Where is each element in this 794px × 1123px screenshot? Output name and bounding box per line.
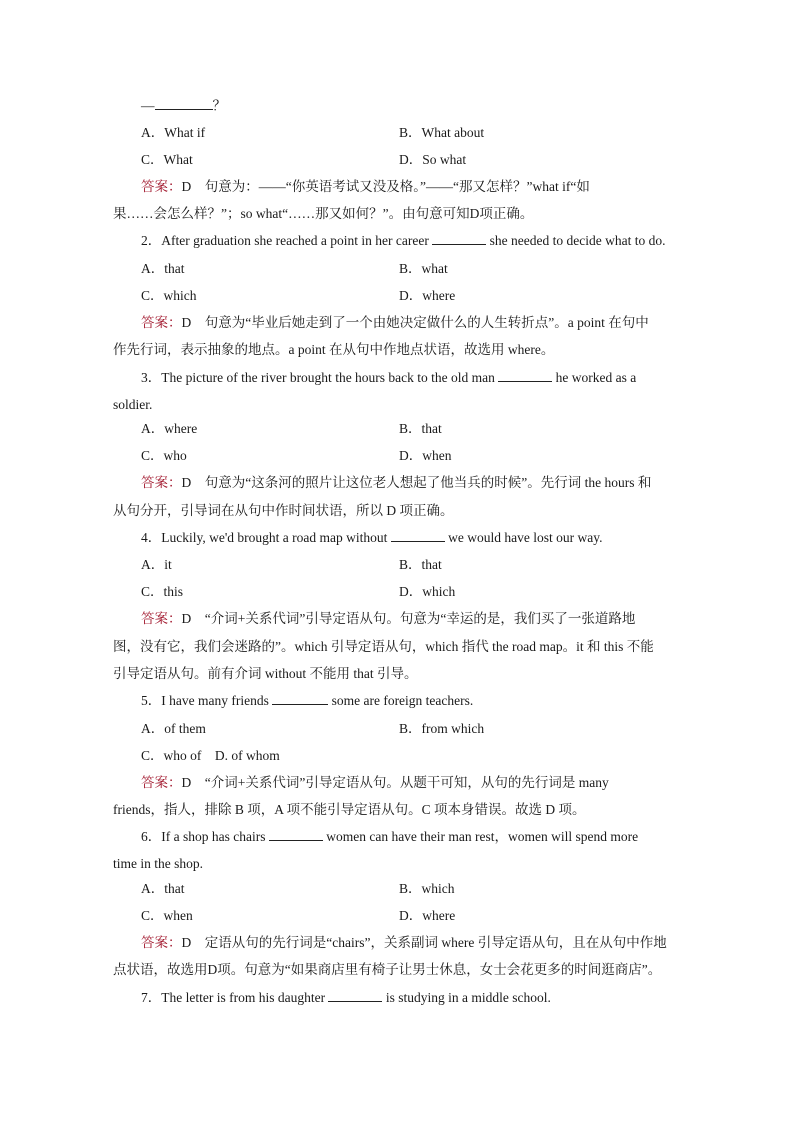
q5-stem (141, 692, 711, 710)
q2-option-d: D．where (399, 288, 456, 303)
answer-blank (328, 989, 382, 1002)
q1-stem (141, 97, 711, 115)
q6-option-b: B．which (399, 881, 455, 896)
q5-option-b: B．from which (399, 721, 485, 736)
q2-stem-a: 2．After graduation she reached a point in her career (141, 233, 429, 248)
q2-stem (141, 232, 711, 250)
q2-answer-line1 (141, 314, 681, 332)
q3-option-c: C．who (141, 448, 187, 463)
q4-answer-text: D “介词+关系代词”引导定语从句。句意为“幸运的是，我们买了一张道路地 (181, 611, 636, 626)
q2-option-b: B．what (399, 261, 448, 276)
q3-option-d: D．when (399, 448, 452, 463)
q5-answer-text: D “介词+关系代词”引导定语从句。从题干可知，从句的先行词是 many (181, 775, 609, 790)
answer-label: 答案： (141, 611, 182, 626)
q2-answer-line2: 作先行词，表示抽象的地点。a point 在从句中作地点状语，故选用 where。 (113, 342, 555, 357)
q4-answer-line3: 引导定语从句。前有介词 without 不能用 that 引导。 (113, 666, 418, 681)
q1-answer-line1 (141, 178, 681, 196)
answer-blank (498, 369, 552, 382)
q6-answer-line1 (141, 934, 681, 952)
q6-stem (141, 828, 681, 846)
q6-option-c: C．when (141, 908, 193, 923)
q6-answer-line2: 点状语，故选用D项。句意为“如果商店里有椅子让男士休息，女士会花更多的时间逛商店”。 (113, 962, 662, 977)
q3-answer-line1 (141, 474, 681, 492)
q5-answer-line1 (141, 774, 681, 792)
answer-label: 答案： (141, 935, 182, 950)
q7-stem-b: is studying in a middle school. (385, 990, 551, 1005)
q6-answer-text: D 定语从句的先行词是“chairs”，关系副词 where 引导定语从句，且在从句中作地 (181, 935, 667, 950)
q7-stem (141, 989, 711, 1007)
q6-option-d: D．where (399, 908, 456, 923)
q5-option-a: A．of them (141, 721, 206, 736)
q4-stem-a: 4．Luckily, we'd brought a road map without (141, 530, 388, 545)
q6-option-a: A．that (141, 881, 185, 896)
q3-stem (141, 369, 681, 387)
q6-stem-b: women can have their man rest，women will spend more (326, 829, 639, 844)
q4-option-d: D．which (399, 584, 456, 599)
answer-blank (432, 232, 486, 245)
q5-stem-a: 5．I have many friends (141, 693, 269, 708)
answer-label: 答案： (141, 315, 182, 330)
q1-answer-line2: 果……会怎么样？”；so what“……那又如何？”。由句意可知D项正确。 (113, 206, 534, 221)
q5-answer-line2: friends，指人，排除 B 项，A 项不能引导定语从句。C 项本身错误。故选 D 项。 (113, 802, 586, 817)
q4-option-a: A．it (141, 557, 172, 572)
answer-label: 答案： (141, 179, 182, 194)
q4-answer-line2: 图，没有它，我们会迷路的”。which 引导定语从句，which 指代 the road map。it 和 this 不能 (113, 639, 654, 654)
q1-option-c: C．What (141, 152, 193, 167)
answer-blank (269, 828, 323, 841)
answer-blank (391, 529, 445, 542)
q5-option-cd: C．who of D. of whom (141, 748, 280, 763)
q1-option-a: A．What if (141, 125, 206, 140)
q4-answer-line1 (141, 610, 681, 628)
q3-answer-text: D 句意为“这条河的照片让这位老人想起了他当兵的时候”。先行词 the hours 和 (181, 475, 652, 490)
answer-label: 答案： (141, 475, 182, 490)
q1-option-b: B．What about (399, 125, 485, 140)
q3-option-b: B．that (399, 421, 442, 436)
q6-stem-a: 6．If a shop has chairs (141, 829, 266, 844)
q3-option-a: A．where (141, 421, 198, 436)
q4-option-c: C．this (141, 584, 184, 599)
q3-stem-a: 3．The picture of the river brought the hours back to the old man (141, 370, 495, 385)
q1-stem-prefix: — (141, 98, 155, 113)
q2-option-c: C．which (141, 288, 197, 303)
q3-stem-line2: soldier. (113, 397, 153, 412)
answer-label: 答案： (141, 775, 182, 790)
q4-stem-b: we would have lost our way. (448, 530, 603, 545)
q3-answer-line2: 从句分开，引导词在从句中作时间状语，所以 D 项正确。 (113, 503, 454, 518)
q5-stem-b: some are foreign teachers. (331, 693, 474, 708)
q2-stem-b: she needed to decide what to do. (489, 233, 666, 248)
q3-stem-b: he worked as a (555, 370, 637, 385)
q6-stem-line2: time in the shop. (113, 856, 203, 871)
q2-answer-text: D 句意为“毕业后她走到了一个由她决定做什么的人生转折点”。a point 在句中 (181, 315, 649, 330)
answer-blank (155, 97, 213, 110)
q7-stem-a: 7．The letter is from his daughter (141, 990, 326, 1005)
answer-blank (272, 692, 328, 705)
q4-option-b: B．that (399, 557, 442, 572)
q1-answer-text: D 句意为：——“你英语考试又没及格。”——“那又怎样？”what if“如 (181, 179, 590, 194)
q1-stem-suffix: ？ (212, 98, 226, 113)
q1-option-d: D．So what (399, 152, 467, 167)
q4-stem (141, 529, 711, 547)
q2-option-a: A．that (141, 261, 185, 276)
